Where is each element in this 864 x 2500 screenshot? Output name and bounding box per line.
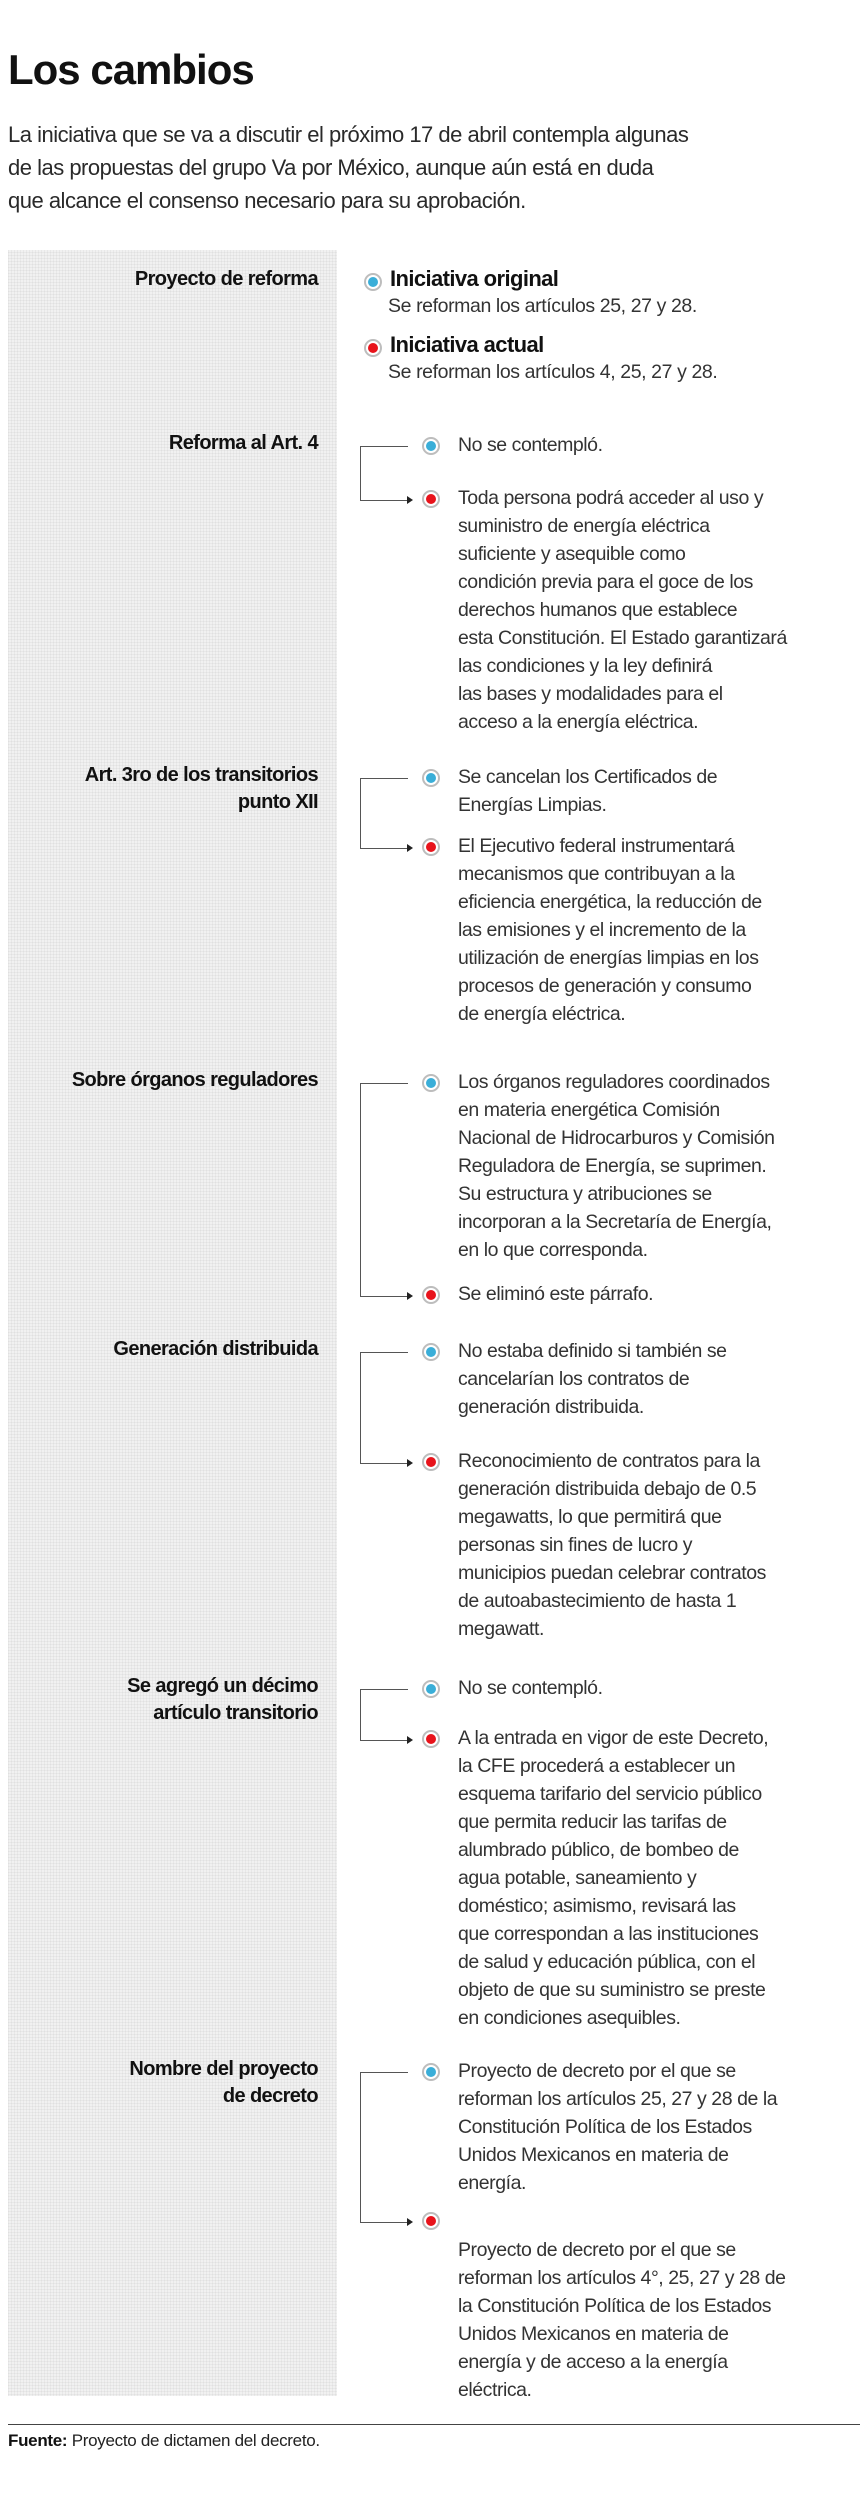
intro-line: de las propuestas del grupo Va por México, aunque aún está en duda [8, 155, 654, 180]
actual-initiative-text [458, 832, 862, 1028]
intro-line: que alcance el consenso necesario para su aprobación. [8, 188, 526, 213]
text-line: energía y de acceso a la energía [458, 2351, 728, 2373]
section-label-line: punto XII [237, 791, 318, 813]
text-line: Reconocimiento de contratos para la [458, 1450, 760, 1472]
text-line: en lo que corresponda. [458, 1239, 648, 1261]
section-label-line: de decreto [222, 2085, 318, 2107]
text-line: procesos de generación y consumo [458, 975, 752, 997]
section-label-line: Generación distribuida [113, 1338, 318, 1360]
text-line: El Ejecutivo federal instrumentará [458, 835, 735, 857]
text-line: No se contempló. [458, 1677, 603, 1699]
text-line: Su estructura y atribuciones se [458, 1183, 712, 1205]
original-initiative-text [458, 763, 862, 819]
text-line: Energías Limpias. [458, 794, 607, 816]
original-initiative-text [458, 2057, 862, 2197]
text-line: Se cancelan los Certificados de [458, 766, 718, 788]
text-line: generación distribuida. [458, 1396, 644, 1418]
text-line: Toda persona podrá acceder al uso y [458, 487, 764, 509]
arrow-right-icon [407, 496, 413, 504]
actual-dot-icon [422, 838, 440, 856]
text-line: Nacional de Hidrocarburos y Comisión [458, 1127, 775, 1149]
section-label-line: Se agregó un décimo [127, 1675, 318, 1697]
connector-bracket [360, 446, 408, 501]
text-line: que correspondan a las instituciones [458, 1923, 759, 1945]
section-label-line: Sobre órganos reguladores [71, 1069, 318, 1091]
text-line: de autoabastecimiento de hasta 1 [458, 1590, 737, 1612]
text-line: eléctrica. [458, 2379, 532, 2401]
connector-bracket [360, 1083, 408, 1297]
original-initiative-text [458, 1337, 862, 1421]
text-line: acceso a la energía eléctrica. [458, 711, 699, 733]
original-dot-icon [422, 1074, 440, 1092]
section-label [129, 2056, 318, 2110]
text-line: mecanismos que contribuyan a la [458, 863, 735, 885]
intro-paragraph [8, 118, 858, 217]
text-line: condición previa para el goce de los [458, 571, 753, 593]
section-label-line: artículo transitorio [153, 1702, 318, 1724]
text-line: que permita reducir las tarifas de [458, 1811, 727, 1833]
original-dot-icon [422, 1680, 440, 1698]
text-line: Los órganos reguladores coordinados [458, 1071, 770, 1093]
actual-initiative-text [458, 484, 862, 736]
arrow-right-icon [407, 1292, 413, 1300]
original-dot-icon [422, 437, 440, 455]
text-line: derechos humanos que establece [458, 599, 738, 621]
footer-source-text: Proyecto de dictamen del decreto. [71, 2431, 320, 2450]
section-label [113, 1336, 318, 1363]
text-line: agua potable, saneamiento y [458, 1867, 697, 1889]
text-line: Unidos Mexicanos en materia de [458, 2323, 729, 2345]
text-line: Proyecto de decreto por el que se [458, 2060, 736, 2082]
connector-bracket [360, 1352, 408, 1464]
page-title: Los cambios [8, 46, 254, 93]
actual-initiative-text [458, 1724, 862, 2032]
connector-bracket [360, 778, 408, 849]
text-line: No estaba definido si también se [458, 1340, 727, 1362]
text-line: Se eliminó este párrafo. [458, 1283, 654, 1305]
section-label-line: Reforma al Art. 4 [168, 432, 318, 454]
section-label-line: Art. 3ro de los transitorios [84, 764, 318, 786]
actual-initiative-text [458, 2236, 862, 2404]
text-line: A la entrada en vigor de este Decreto, [458, 1727, 769, 1749]
actual-dot-icon [422, 2212, 440, 2230]
text-line: alumbrado público, de bombeo de [458, 1839, 739, 1861]
actual-dot-icon [422, 1286, 440, 1304]
footer-divider [8, 2424, 860, 2425]
original-initiative-text [458, 1674, 862, 1702]
legend-actual-title: Iniciativa actual [390, 332, 544, 357]
arrow-right-icon [407, 844, 413, 852]
footer-source-label: Fuente: [8, 2431, 68, 2450]
text-line: de salud y educación pública, con el [458, 1951, 756, 1973]
text-line: Proyecto de decreto por el que se [458, 2239, 736, 2261]
text-line: doméstico; asimismo, revisará las [458, 1895, 736, 1917]
section-label-line: Proyecto de reforma [134, 268, 318, 290]
text-line: reforman los artículos 25, 27 y 28 de la [458, 2088, 778, 2110]
text-line: cancelarían los contratos de [458, 1368, 690, 1390]
text-line: No se contempló. [458, 434, 603, 456]
actual-initiative-text [458, 1447, 862, 1643]
actual-initiative-text [458, 1280, 862, 1308]
actual-dot-icon [364, 339, 382, 357]
actual-dot-icon [422, 490, 440, 508]
arrow-right-icon [407, 1459, 413, 1467]
text-line: suministro de energía eléctrica [458, 515, 710, 537]
text-line: incorporan a la Secretaría de Energía, [458, 1211, 772, 1233]
text-line: Unidos Mexicanos en materia de [458, 2144, 729, 2166]
section-label [169, 430, 318, 457]
text-line: eficiencia energética, la reducción de [458, 891, 762, 913]
text-line: las condiciones y la ley definirá [458, 655, 712, 677]
text-line: megawatts, lo que permitirá que [458, 1506, 722, 1528]
text-line: generación distribuida debajo de 0.5 [458, 1478, 757, 1500]
section-label-proyecto-de-reforma [135, 266, 318, 293]
text-line: Constitución Política de los Estados [458, 2116, 752, 2138]
connector-bracket [360, 2072, 408, 2223]
text-line: esta Constitución. El Estado garantizará [458, 627, 787, 649]
original-dot-icon [422, 2063, 440, 2081]
text-line: en materia energética Comisión [458, 1099, 720, 1121]
text-line: energía. [458, 2172, 526, 2194]
original-dot-icon [364, 273, 382, 291]
text-line: utilización de energías limpias en los [458, 947, 759, 969]
text-line: Reguladora de Energía, se suprimen. [458, 1155, 767, 1177]
text-line: las emisiones y el incremento de la [458, 919, 746, 941]
actual-dot-icon [422, 1453, 440, 1471]
section-label-line: Nombre del proyecto [129, 2058, 318, 2080]
section-label [85, 762, 318, 816]
original-initiative-text [458, 1068, 862, 1264]
text-line: de energía eléctrica. [458, 1003, 626, 1025]
original-dot-icon [422, 769, 440, 787]
section-label [72, 1067, 318, 1094]
text-line: la Constitución Política de los Estados [458, 2295, 772, 2317]
text-line: personas sin fines de lucro y [458, 1534, 693, 1556]
connector-bracket [360, 1689, 408, 1741]
legend-original-title: Iniciativa original [390, 266, 559, 291]
legend-actual-subtitle: Se reforman los artículos 4, 25, 27 y 28. [388, 361, 718, 383]
arrow-right-icon [407, 1736, 413, 1744]
intro-line: La iniciativa que se va a discutir el próximo 17 de abril contempla algunas [8, 122, 689, 147]
text-line: esquema tarifario del servicio público [458, 1783, 762, 1805]
text-line: la CFE procederá a establecer un [458, 1755, 736, 1777]
text-line: reforman los artículos 4°, 25, 27 y 28 de [458, 2267, 786, 2289]
actual-dot-icon [422, 1730, 440, 1748]
arrow-right-icon [407, 2218, 413, 2226]
text-line: suficiente y asequible como [458, 543, 686, 565]
text-line: megawatt. [458, 1618, 544, 1640]
text-line: objeto de que su suministro se preste [458, 1979, 766, 2001]
footer-source [8, 2431, 320, 2451]
text-line: municipios puedan celebrar contratos [458, 1562, 766, 1584]
section-label [127, 1673, 318, 1727]
text-line: en condiciones asequibles. [458, 2007, 681, 2029]
text-line: las bases y modalidades para el [458, 683, 723, 705]
legend-original-subtitle: Se reforman los artículos 25, 27 y 28. [388, 295, 697, 317]
original-dot-icon [422, 1343, 440, 1361]
original-initiative-text [458, 431, 862, 459]
